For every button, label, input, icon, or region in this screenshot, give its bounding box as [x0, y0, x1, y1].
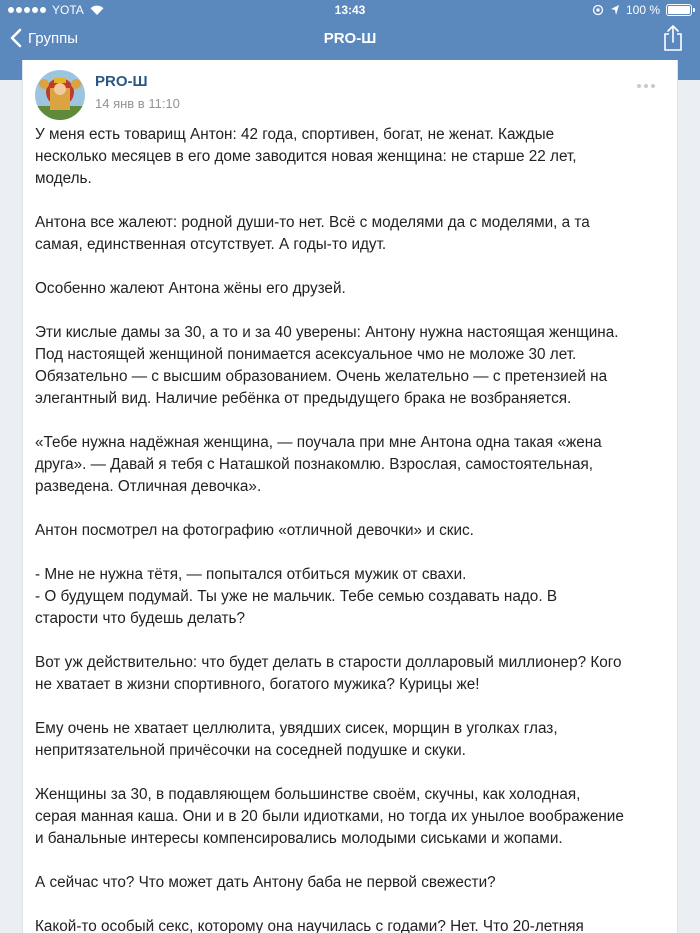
battery-percent: 100 %: [625, 3, 660, 17]
post-line: элегантный вид. Наличие ребёнка от предыдущего брака не возбраняется.: [35, 390, 572, 407]
post-line: не хватает в жизни спортивного, богатого мужика? Курицы же!: [35, 676, 480, 693]
post-paragraph: [35, 322, 671, 410]
post-line: друга». — Давай я тебя с Наташкой познакомлю. Взрослая, самостоятельная,: [35, 456, 594, 473]
post-line: модель.: [35, 170, 92, 187]
post-line: А сейчас что? Что может дать Антону баба не первой свежести?: [35, 874, 496, 891]
post-paragraph: [35, 212, 671, 256]
post-author[interactable]: PRO-Ш: [95, 73, 148, 90]
post-paragraph: [35, 520, 671, 542]
post-text: [35, 124, 671, 933]
post-line: Обязательно — с высшим образованием. Очень желательно — с претензией на: [35, 368, 608, 385]
post-paragraph: [35, 784, 671, 850]
post-date: 14 янв в 11:10: [95, 96, 180, 111]
post-line: - О будущем подумай. Ты уже не мальчик. Тебе семью создавать надо. В: [35, 588, 558, 605]
post-paragraph: [35, 432, 671, 498]
post-line: Антон посмотрел на фотографию «отличной девочки» и скис.: [35, 522, 474, 539]
page-title: PRO-Ш: [323, 30, 377, 47]
post-paragraph: [35, 916, 671, 933]
post-paragraph: [35, 652, 671, 696]
battery-level: [668, 6, 690, 14]
post-line: разведена. Отличная девочка».: [35, 478, 262, 495]
orientation-lock-icon: [592, 4, 604, 16]
status-bar: [0, 0, 700, 20]
avatar[interactable]: [35, 70, 85, 120]
status-time: 13:43: [334, 3, 366, 17]
battery-icon: [666, 4, 692, 16]
post-line: серая манная каша. Они и в 20 были идиотками, но тогда их унылое воображение: [35, 808, 624, 825]
post-line: У меня есть товарищ Антон: 42 года, спортивен, богат, не женат. Каждые: [35, 126, 555, 143]
post-line: и банальные интересы компенсировались молодыми сиськами и жопами.: [35, 830, 563, 847]
post-line: старости что будешь делать?: [35, 610, 246, 627]
share-icon[interactable]: [662, 24, 684, 52]
post-line: Вот уж действительно: что будет делать в старости долларовый миллионер? Кого: [35, 654, 622, 671]
post-paragraph: [35, 564, 671, 630]
post-paragraph: [35, 278, 671, 300]
post-line: несколько месяцев в его доме заводится новая женщина: не старше 22 лет,: [35, 148, 577, 165]
post-line: Эти кислые дамы за 30, а то и за 40 уверены: Антону нужна настоящая женщина.: [35, 324, 619, 341]
status-right: [592, 3, 692, 17]
more-options-icon[interactable]: [637, 84, 655, 88]
post-card: [22, 60, 678, 933]
post-paragraph: [35, 872, 671, 894]
post-line: «Тебе нужна надёжная женщина, — поучала при мне Антона одна такая «жена: [35, 434, 602, 451]
post-paragraph: [35, 124, 671, 190]
carrier-label: YOTA: [52, 3, 84, 17]
post-line: Ему очень не хватает целлюлита, увядших сисек, морщин в уголках глаз,: [35, 720, 558, 737]
location-icon: [610, 4, 620, 16]
post-line: непритязательной причёсочки на соседней подушке и скуки.: [35, 742, 466, 759]
post-line: Под настоящей женщиной понимается асексуальное чмо не моложе 30 лет.: [35, 346, 577, 363]
nav-bar: [0, 20, 700, 60]
post-line: Антона все жалеют: родной души-то нет. Всё с моделями да с моделями, а та: [35, 214, 590, 231]
post-line: Какой-то особый секс, которому она научилась с годами? Нет. Что 20-летняя: [35, 918, 584, 933]
post-line: самая, единственная отсутствует. А годы-то идут.: [35, 236, 387, 253]
post-line: - Мне не нужна тётя, — попытался отбиться мужик от свахи.: [35, 566, 467, 583]
post-line: Женщины за 30, в подавляющем большинстве своём, скучны, как холодная,: [35, 786, 581, 803]
post-line: Особенно жалеют Антона жёны его друзей.: [35, 280, 346, 297]
post-paragraph: [35, 718, 671, 762]
back-label: Группы: [28, 29, 78, 47]
